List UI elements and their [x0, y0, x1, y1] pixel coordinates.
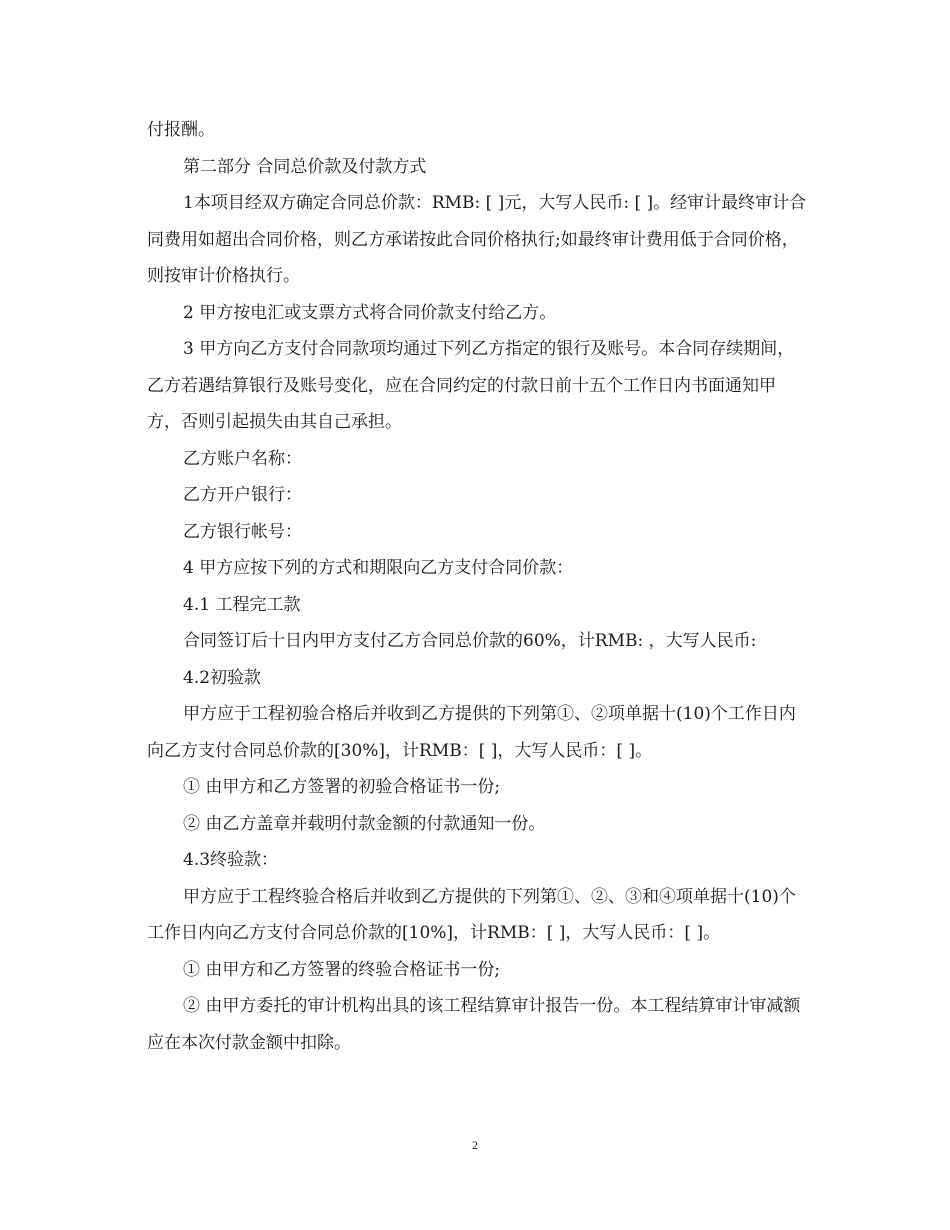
bank-name-field: 乙方开户银行： [183, 485, 302, 505]
clause-4-2-item-1: ① 由甲方和乙方签署的初验合格证书一份; [183, 777, 501, 797]
clause-4-1-text: 合同签订后十日内甲方支付乙方合同总价款的60%，计RMB: ，大写人民币: [183, 631, 757, 651]
clause-4-2-heading: 4.2初验款 [183, 667, 262, 688]
clause-4-payment-schedule: 4 甲方应按下列的方式和期限向乙方支付合同价款： [183, 558, 574, 578]
clause-4-2-item-2: ② 由乙方盖章并载明付款金额的付款通知一份。 [183, 813, 546, 834]
clause-1-total-price: 1本项目经双方确定合同总价款：RMB: [ ]元，大写人民币: [ ]。经审计最终审计合同费用如超出合同价格，则乙方承诺按此合同价格执行;如最终审计费用低于合同价格，则按审计价格执行。 [147, 193, 807, 286]
document-body [147, 112, 807, 1061]
page-number: 2 [472, 1138, 478, 1152]
clause-4-2-text: 甲方应于工程初验合格后并收到乙方提供的下列第①、②项单据十(10)个工作日内向乙方支付合同总价款的[30%]，计RMB：[ ]，大写人民币：[ ]。 [147, 704, 796, 761]
clause-2-payment-method: 2 甲方按电汇或支票方式将合同价款支付给乙方。 [183, 302, 557, 323]
section-heading: 第二部分 合同总价款及付款方式 [183, 156, 427, 177]
clause-4-1-heading: 4.1 工程完工款 [183, 594, 301, 615]
clause-4-3-heading: 4.3终验款： [183, 850, 279, 870]
clause-4-3-text: 甲方应于工程终验合格后并收到乙方提供的下列第①、②、③和④项单据十(10)个工作日内向乙方支付合同总价款的[10%]，计RMB：[ ]，大写人民币：[ ]。 [147, 886, 796, 943]
paragraph-continuation: 付报酬。 [147, 120, 215, 140]
clause-3-bank-account: 3 甲方向乙方支付合同款项均通过下列乙方指定的银行及账号。本合同存续期间，乙方若遇结算银行及账号变化，应在合同约定的付款日前十五个工作日内书面通知甲方，否则引起损失由其自己承担。 [147, 339, 795, 432]
account-number-field: 乙方银行帐号： [183, 521, 302, 542]
account-name-field: 乙方账户名称： [183, 448, 302, 469]
clause-4-3-item-1: ① 由甲方和乙方签署的终验合格证书一份; [183, 959, 501, 980]
clause-4-3-item-2: ② 由甲方委托的审计机构出具的该工程结算审计报告一份。本工程结算审计审减额应在本次付款金额中扣除。 [147, 996, 801, 1053]
